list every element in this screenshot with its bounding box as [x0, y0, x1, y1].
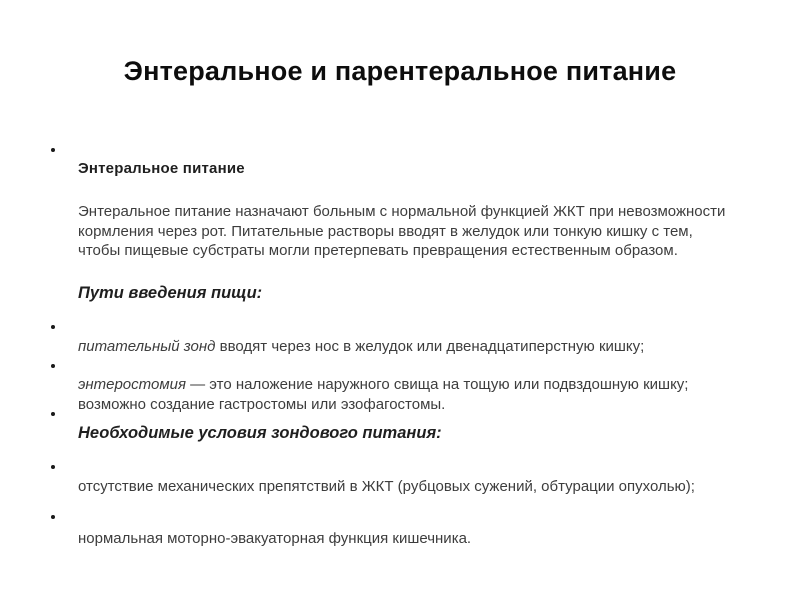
bullet-icon — [51, 412, 55, 416]
subheading-feeding-routes: Пути введения пищи: — [78, 284, 263, 302]
list-item-enterostomy — [78, 375, 730, 414]
list-item-text: вводят через нос в желудок или двенадцатиперстную кишку; — [215, 338, 645, 355]
subheading-tube-feeding-conditions: Необходимые условия зондового питания: — [78, 424, 442, 442]
bullet-icon — [51, 465, 55, 469]
list-item-text: — это наложение наружного свища на тощую или подвздошную кишку; возможно создание гастростомы или эзофагостомы. — [78, 376, 689, 413]
list-item-no-obstructions: отсутствие механических препятствий в ЖКТ (рубцовых сужений, обтурации опухолью); — [78, 478, 695, 495]
bullet-icon — [51, 364, 55, 368]
list-item-feeding-tube — [78, 337, 730, 357]
bullet-icon — [51, 325, 55, 329]
list-item-normal-motor-function: нормальная моторно-эвакуаторная функция кишечника. — [78, 530, 472, 547]
bullet-icon — [51, 148, 55, 152]
paragraph-enteral-description: Энтеральное питание назначают больным с нормальной функцией ЖКТ при невозможности кормления через рот. Питательные растворы вводят в желудок или тонкую кишку с тем, чтобы пищевые субстраты могли претерпевать превращения естественным образом. — [78, 203, 726, 259]
slide-title: Энтеральное и парентеральное питание — [123, 56, 677, 86]
bullet-icon — [51, 515, 55, 519]
list-item-lead-term: энтеростомия — [78, 376, 186, 393]
list-item-lead-term: питательный зонд — [78, 338, 216, 355]
section-heading-enteral: Энтеральное питание — [78, 160, 245, 177]
